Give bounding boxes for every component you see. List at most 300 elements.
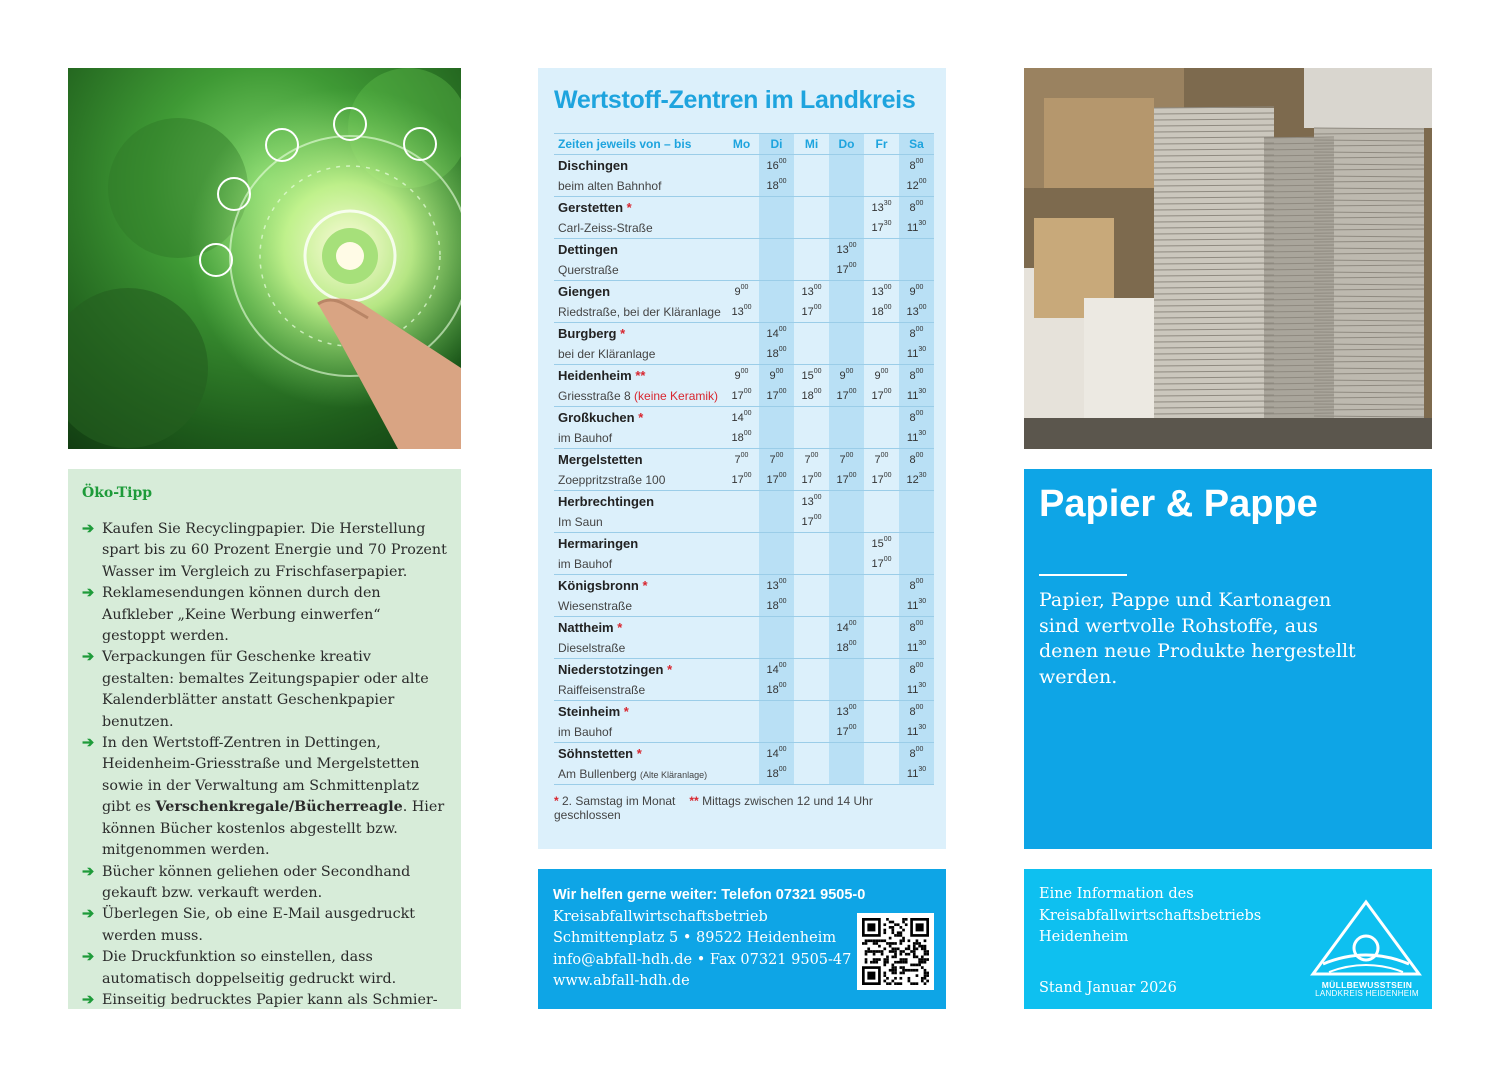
time-hour: 17 [801, 515, 814, 528]
location-name-text: Steinheim [558, 704, 621, 720]
qr-code-icon [862, 918, 929, 985]
eco-tip-text: Verpackungen für Geschenke kreativ gestalten: bemaltes Zeitungspapier oder alte Kalenderblätter anstatt Geschenkpapier benutzen. [102, 649, 429, 730]
closing-time [794, 764, 829, 785]
time-minutes: 30 [918, 723, 927, 731]
closing-time [724, 386, 759, 407]
contact-address: Schmittenplatz 5 • 89522 Heidenheim [553, 930, 837, 947]
time-minutes: 00 [848, 387, 857, 395]
closing-time [899, 470, 934, 491]
closing-time [864, 554, 899, 575]
schedule-table [554, 133, 934, 785]
time-hour: 8 [909, 705, 916, 718]
time-minutes: 00 [743, 471, 752, 479]
schedule-row [554, 638, 934, 659]
closing-time [899, 764, 934, 785]
closing-time [864, 344, 899, 365]
opening-time [829, 197, 864, 218]
time-hour: 7 [804, 453, 811, 466]
closing-time [829, 554, 864, 575]
location-name-text: Gerstetten [558, 200, 624, 216]
closing-time [794, 680, 829, 701]
time-minutes: 00 [813, 471, 822, 479]
location-name-text: Königsbronn [558, 578, 639, 594]
time-minutes: 00 [848, 471, 857, 479]
time-minutes: 00 [778, 387, 787, 395]
opening-time [864, 575, 899, 596]
schedule-row [554, 155, 934, 176]
location-name-text: Heidenheim [558, 368, 632, 384]
time-minutes: 30 [918, 471, 927, 479]
header-mi: Mi [794, 134, 829, 155]
eco-tip-text: Bücher können geliehen oder Secondhand gekauft bzw. verkauft werden. [102, 863, 411, 901]
schedule-row [554, 176, 934, 197]
time-hour: 13 [801, 495, 814, 508]
closing-time [759, 176, 794, 197]
time-hour: 11 [906, 641, 919, 654]
location-street [554, 176, 724, 197]
location-name [554, 281, 724, 302]
closing-time [864, 512, 899, 533]
time-hour: 17 [766, 473, 779, 486]
location-street-text: bei der Kläranlage [558, 346, 656, 361]
schedule-row [554, 470, 934, 491]
closing-time [899, 680, 934, 701]
time-hour: 11 [906, 599, 919, 612]
opening-time [829, 617, 864, 638]
header-mo: Mo [724, 134, 759, 155]
time-hour: 9 [909, 285, 916, 298]
time-hour: 8 [909, 747, 916, 760]
time-hour: 17 [836, 263, 849, 276]
opening-time [794, 323, 829, 344]
time-hour: 15 [801, 369, 814, 382]
eco-tip-item [82, 583, 447, 647]
opening-time [794, 617, 829, 638]
location-street [554, 680, 724, 701]
time-hour: 18 [766, 683, 779, 696]
time-hour: 17 [871, 473, 884, 486]
opening-time [759, 701, 794, 722]
eco-tip-text: Kaufen Sie Recyclingpapier. Die Herstellung spart bis zu 60 Prozent Energie und 70 Prozent Wasser im Vergleich zu Frischfaserpapier. [102, 521, 447, 580]
time-minutes: 00 [813, 493, 822, 501]
opening-time [794, 365, 829, 386]
closing-time [829, 218, 864, 239]
title-panel [1024, 469, 1432, 849]
time-minutes: 00 [883, 303, 892, 311]
opening-time [759, 155, 794, 176]
time-hour: 8 [909, 663, 916, 676]
eco-tip-item [82, 947, 447, 990]
footnote-2-mark: ** [689, 794, 699, 808]
opening-time [759, 197, 794, 218]
page-subtitle: Papier, Pappe und Kartonagen sind wertvolle Rohstoffe, aus denen neue Produkte hergestellt werden. [1039, 589, 1356, 688]
location-street [554, 512, 724, 533]
time-minutes: 00 [848, 241, 857, 249]
location-street-text: im Bauhof [558, 556, 613, 571]
location-name [554, 407, 724, 428]
schedule-row [554, 764, 934, 785]
location-street [554, 260, 724, 281]
schedule-row [554, 218, 934, 239]
closing-time [899, 176, 934, 197]
location-name [554, 449, 724, 470]
location-name [554, 155, 724, 176]
opening-time [899, 155, 934, 176]
time-hour: 7 [769, 453, 776, 466]
time-hour: 16 [766, 159, 779, 172]
schedule-row [554, 596, 934, 617]
qr-code[interactable] [857, 913, 934, 990]
time-minutes: 00 [778, 325, 787, 333]
time-minutes: 00 [778, 345, 787, 353]
time-hour: 17 [731, 389, 744, 402]
time-minutes: 00 [883, 471, 892, 479]
opening-time [794, 659, 829, 680]
closing-time [759, 344, 794, 365]
opening-time [759, 617, 794, 638]
location-street [554, 554, 724, 575]
opening-time [794, 743, 829, 764]
time-minutes: 00 [813, 513, 822, 521]
eco-tip-item [82, 647, 447, 733]
time-minutes: 00 [915, 703, 924, 711]
location-street-text: Dieselstraße [558, 640, 626, 655]
eco-tip-item [82, 990, 447, 1009]
footnote-marker: * [667, 662, 673, 678]
time-hour: 11 [906, 725, 919, 738]
location-street [554, 470, 724, 491]
opening-time [899, 659, 934, 680]
arrow-icon: ➔ [82, 585, 94, 602]
contact-website[interactable]: www.abfall-hdh.de [553, 972, 690, 989]
time-hour: 17 [766, 389, 779, 402]
opening-time [864, 659, 899, 680]
opening-time [724, 407, 759, 428]
time-minutes: 00 [915, 661, 924, 669]
arrow-icon: ➔ [82, 949, 94, 966]
opening-time [724, 575, 759, 596]
time-minutes: 00 [775, 451, 784, 459]
opening-time [759, 239, 794, 260]
closing-time [794, 302, 829, 323]
time-hour: 17 [871, 557, 884, 570]
location-name [554, 239, 724, 260]
time-minutes: 00 [810, 451, 819, 459]
closing-time [759, 596, 794, 617]
location-street-text: Am Bullenberg [558, 766, 641, 781]
opening-time [864, 449, 899, 470]
opening-time [759, 743, 794, 764]
time-hour: 18 [766, 599, 779, 612]
location-name [554, 365, 724, 386]
closing-time [864, 428, 899, 449]
location-street-text: Riedstraße, bei der Kläranlage [558, 304, 721, 319]
time-hour: 8 [909, 201, 916, 214]
time-minutes: 00 [915, 325, 924, 333]
time-hour: 11 [906, 683, 919, 696]
opening-time [724, 365, 759, 386]
time-minutes: 00 [778, 157, 787, 165]
opening-time [759, 281, 794, 302]
time-minutes: 00 [883, 535, 892, 543]
info-date: Stand Januar 2026 [1039, 980, 1177, 996]
opening-time [899, 449, 934, 470]
time-minutes: 00 [778, 177, 787, 185]
time-hour: 13 [836, 705, 849, 718]
closing-time [899, 302, 934, 323]
title-divider [1039, 574, 1127, 576]
time-hour: 8 [909, 369, 916, 382]
time-hour: 18 [801, 389, 814, 402]
header-times: Zeiten jeweils von – bis [554, 134, 724, 155]
time-hour: 18 [766, 347, 779, 360]
time-hour: 15 [871, 537, 884, 550]
arrow-icon: ➔ [82, 735, 94, 752]
time-minutes: 00 [813, 387, 822, 395]
opening-time [864, 197, 899, 218]
closing-time [794, 470, 829, 491]
closing-time [794, 638, 829, 659]
closing-time [829, 260, 864, 281]
closing-time [759, 428, 794, 449]
opening-time [829, 407, 864, 428]
closing-time [794, 260, 829, 281]
location-street-text: beim alten Bahnhof [558, 178, 662, 193]
time-minutes: 00 [845, 367, 854, 375]
opening-time [864, 533, 899, 554]
closing-time [864, 218, 899, 239]
time-hour: 14 [766, 663, 779, 676]
opening-time [829, 491, 864, 512]
closing-time [864, 638, 899, 659]
schedule-row [554, 617, 934, 638]
eco-tip-panel [68, 469, 461, 1009]
schedule-row [554, 239, 934, 260]
opening-time [864, 701, 899, 722]
time-hour: 17 [871, 389, 884, 402]
footnote-1-mark: * [554, 794, 559, 808]
time-hour: 13 [731, 305, 744, 318]
location-name-text: Mergelstetten [558, 452, 643, 468]
time-minutes: 00 [915, 577, 924, 585]
eco-tip-item [82, 519, 447, 583]
header-fr: Fr [864, 134, 899, 155]
time-minutes: 00 [915, 157, 924, 165]
eco-recycling-photo [68, 68, 461, 449]
header-di: Di [759, 134, 794, 155]
location-street [554, 344, 724, 365]
time-minutes: 30 [918, 639, 927, 647]
logo-line-1: MÜLLBEWUSSTSEIN [1321, 980, 1413, 990]
time-minutes: 00 [740, 283, 749, 291]
time-hour: 8 [909, 453, 916, 466]
opening-time [794, 701, 829, 722]
time-minutes: 00 [740, 451, 749, 459]
schedule-row [554, 701, 934, 722]
time-minutes: 00 [778, 471, 787, 479]
opening-time [864, 617, 899, 638]
time-hour: 17 [836, 389, 849, 402]
opening-time [724, 155, 759, 176]
location-name-text: Burgberg [558, 326, 617, 342]
closing-time [864, 302, 899, 323]
time-hour: 18 [836, 641, 849, 654]
opening-time [724, 239, 759, 260]
location-name [554, 659, 724, 680]
closing-time [899, 344, 934, 365]
closing-time [794, 218, 829, 239]
opening-time [899, 281, 934, 302]
closing-time [899, 218, 934, 239]
time-hour: 18 [731, 431, 744, 444]
closing-time [829, 386, 864, 407]
opening-time [829, 659, 864, 680]
opening-time [829, 533, 864, 554]
opening-time [829, 323, 864, 344]
location-name-text: Dettingen [558, 242, 618, 258]
time-hour: 8 [909, 579, 916, 592]
schedule-row [554, 323, 934, 344]
schedule-row [554, 659, 934, 680]
time-minutes: 00 [775, 367, 784, 375]
opening-time [759, 323, 794, 344]
time-hour: 7 [874, 453, 881, 466]
location-name [554, 575, 724, 596]
time-hour: 9 [769, 369, 776, 382]
location-note: (Alte Kläranlage) [640, 769, 708, 780]
closing-time [724, 512, 759, 533]
time-minutes: 00 [915, 283, 924, 291]
schedule-row [554, 680, 934, 701]
time-minutes: 00 [845, 451, 854, 459]
location-street-text: Querstraße [558, 262, 619, 277]
time-hour: 17 [801, 305, 814, 318]
opening-time [759, 365, 794, 386]
closing-time [794, 428, 829, 449]
schedule-row [554, 722, 934, 743]
opening-time [794, 575, 829, 596]
schedule-title: Wertstoff-Zentren im Landkreis [554, 86, 916, 114]
opening-time [829, 281, 864, 302]
location-name [554, 491, 724, 512]
time-minutes: 00 [743, 303, 752, 311]
contact-email-fax[interactable]: info@abfall-hdh.de • Fax 07321 9505-47 [553, 951, 852, 968]
opening-time [864, 239, 899, 260]
closing-time [864, 260, 899, 281]
time-minutes: 00 [813, 283, 822, 291]
opening-time [724, 533, 759, 554]
location-street-text: Zoeppritzstraße 100 [558, 472, 666, 487]
time-minutes: 00 [883, 387, 892, 395]
opening-time [794, 197, 829, 218]
opening-time [794, 239, 829, 260]
footnote-marker: * [623, 704, 629, 720]
time-minutes: 00 [848, 723, 857, 731]
closing-time [829, 176, 864, 197]
closing-time [759, 554, 794, 575]
closing-time [759, 470, 794, 491]
time-minutes: 00 [883, 283, 892, 291]
opening-time [724, 323, 759, 344]
location-street [554, 302, 724, 323]
opening-time [724, 743, 759, 764]
time-hour: 8 [909, 621, 916, 634]
info-line-3: Heidenheim [1039, 929, 1129, 945]
closing-time [759, 260, 794, 281]
closing-time [829, 470, 864, 491]
time-minutes: 30 [883, 219, 892, 227]
footnote-1-text: 2. Samstag im Monat [558, 794, 676, 808]
schedule-row [554, 302, 934, 323]
location-name [554, 701, 724, 722]
closing-time [759, 638, 794, 659]
schedule-row [554, 512, 934, 533]
eco-tip-text: . Hier können Bücher kostenlos abgestellt bzw. mitgenommen werden. [102, 799, 445, 859]
eco-tip-item [82, 862, 447, 905]
schedule-body [554, 155, 934, 785]
paper-stacks-photo [1024, 68, 1432, 449]
opening-time [899, 365, 934, 386]
time-hour: 17 [836, 473, 849, 486]
opening-time [899, 323, 934, 344]
time-hour: 13 [871, 201, 884, 214]
opening-time [899, 197, 934, 218]
time-minutes: 30 [918, 387, 927, 395]
opening-time [829, 365, 864, 386]
opening-time [794, 407, 829, 428]
contact-headline: Wir helfen gerne weiter: Telefon 07321 9505-0 [553, 887, 866, 903]
schedule-row [554, 407, 934, 428]
closing-time [759, 512, 794, 533]
schedule-row [554, 428, 934, 449]
time-minutes: 30 [918, 345, 927, 353]
closing-time [899, 428, 934, 449]
eco-tip-item [82, 733, 447, 861]
location-name-text: Dischingen [558, 158, 629, 174]
closing-time [759, 218, 794, 239]
time-minutes: 30 [918, 219, 927, 227]
closing-time [899, 260, 934, 281]
eco-tip-text: In den Wertstoff-Zentren in Dettingen, Heidenheim-Griesstraße und Mergelstetten sowie in der Verwaltung am Schmittenplatz gibt es [102, 735, 420, 816]
time-minutes: 00 [915, 409, 924, 417]
closing-time [759, 764, 794, 785]
closing-time [829, 638, 864, 659]
location-street-text: Wiesenstraße [558, 598, 633, 613]
location-name-text: Niederstotzingen [558, 662, 664, 678]
footnote-marker: * [642, 578, 648, 594]
footnote-2-text: Mittags zwischen 12 und 14 Uhr geschlossen [554, 794, 873, 822]
time-minutes: 00 [848, 619, 857, 627]
time-minutes: 00 [813, 303, 822, 311]
closing-time [829, 596, 864, 617]
schedule-row [554, 743, 934, 764]
header-do: Do [829, 134, 864, 155]
time-minutes: 00 [915, 199, 924, 207]
schedule-header-row [554, 134, 934, 155]
time-minutes: 00 [915, 451, 924, 459]
opening-time [724, 197, 759, 218]
location-name-text: Söhnstetten [558, 746, 634, 762]
opening-time [794, 491, 829, 512]
closing-time [899, 638, 934, 659]
closing-time [794, 722, 829, 743]
location-name [554, 197, 724, 218]
closing-time [829, 680, 864, 701]
time-minutes: 30 [918, 429, 927, 437]
time-hour: 8 [909, 327, 916, 340]
time-minutes: 00 [740, 367, 749, 375]
opening-time [864, 365, 899, 386]
